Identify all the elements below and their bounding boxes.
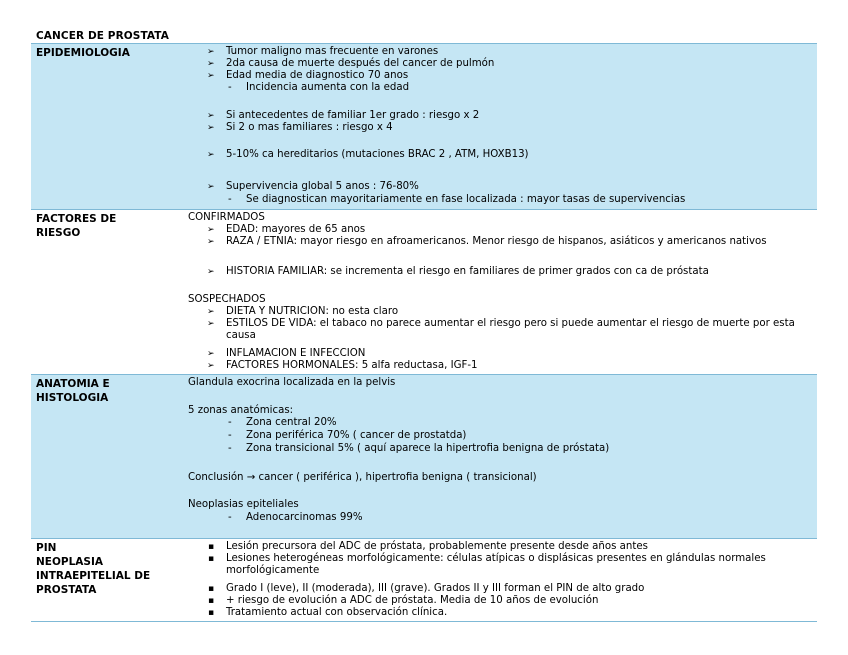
square-bullet-icon: ▪ [208,608,215,618]
table-bottom-border [31,621,817,622]
square-bullet-icon: ▪ [208,596,215,606]
list-item: Si antecedentes de familiar 1er grado : riesgo x 2 [226,110,480,121]
square-bullet-icon: ▪ [208,542,215,552]
dash-bullet-icon: - [228,443,232,454]
document-title: CANCER DE PROSTATA [36,30,169,42]
list-subitem: Zona periférica 70% ( cancer de prostatda) [246,430,467,441]
subheading: CONFIRMADOS [188,212,265,223]
section-factores-riesgo [31,209,817,375]
list-item: Tumor maligno mas frecuente en varones [226,46,439,57]
arrow-bullet-icon: ➢ [207,267,215,277]
arrow-bullet-icon: ➢ [207,319,215,329]
square-bullet-icon: ▪ [208,584,215,594]
arrow-bullet-icon: ➢ [207,59,215,69]
dash-bullet-icon: - [228,417,232,428]
section-label: FACTORES DE RIESGO [36,213,117,239]
arrow-bullet-icon: ➢ [207,150,215,160]
list-item: 5-10% ca hereditarios (mutaciones BRAC 2 , ATM, HOXB13) [226,149,529,160]
paragraph: Neoplasias epiteliales [188,499,299,510]
section-label: ANATOMIA E HISTOLOGIA [36,378,110,404]
paragraph: 5 zonas anatómicas: [188,405,294,416]
list-item: FACTORES HORMONALES: 5 alfa reductasa, IGF-1 [226,360,478,371]
list-item: + riesgo de evolución a ADC de próstata. Media de 10 años de evolución [226,595,599,606]
list-item: INFLAMACION E INFECCION [226,348,366,359]
section-anatomia-histologia [31,374,817,539]
arrow-bullet-icon: ➢ [207,123,215,133]
dash-bullet-icon: - [228,82,232,93]
list-item: RAZA / ETNIA: mayor riesgo en afroamericanos. Menor riesgo de hispanos, asiáticos y americanos nativos [226,236,767,247]
list-subitem: Zona transicional 5% ( aquí aparece la hipertrofia benigna de próstata) [246,443,610,454]
section-pin [31,538,817,622]
list-item: 2da causa de muerte después del cancer de pulmón [226,58,495,69]
arrow-bullet-icon: ➢ [207,71,215,81]
list-subitem: Incidencia aumenta con la edad [246,82,410,93]
list-item: Lesión precursora del ADC de próstata, probablemente presente desde años antes [226,541,648,552]
list-subitem: Adenocarcinomas 99% [246,512,363,523]
dash-bullet-icon: - [228,512,232,523]
arrow-bullet-icon: ➢ [207,182,215,192]
list-item: EDAD: mayores de 65 anos [226,224,366,235]
list-item: ESTILOS DE VIDA: el tabaco no parece aumentar el riesgo pero si puede aumentar el riesgo de muerte por esta causa [226,318,795,341]
list-item: Si 2 o mas familiares : riesgo x 4 [226,122,393,133]
list-item: Grado I (leve), II (moderada), III (grave). Grados II y III forman el PIN de alto grado [226,583,645,594]
list-item: DIETA Y NUTRICION: no esta claro [226,306,399,317]
paragraph: Glandula exocrina localizada en la pelvis [188,377,396,388]
dash-bullet-icon: - [228,430,232,441]
section-epidemiologia [31,43,817,210]
arrow-bullet-icon: ➢ [207,361,215,371]
square-bullet-icon: ▪ [208,554,215,564]
subheading: SOSPECHADOS [188,294,266,305]
list-subitem: Zona central 20% [246,417,337,428]
arrow-bullet-icon: ➢ [207,307,215,317]
list-item: Tratamiento actual con observación clínica. [226,607,448,618]
list-item: Edad media de diagnostico 70 anos [226,70,409,81]
list-item: HISTORIA FAMILIAR: se incrementa el riesgo en familiares de primer grados con ca de próstata [226,266,709,277]
list-subitem: Se diagnostican mayoritariamente en fase localizada : mayor tasas de supervivencias [246,194,686,205]
dash-bullet-icon: - [228,194,232,205]
paragraph: Conclusión → cancer ( periférica ), hipertrofia benigna ( transicional) [188,472,537,483]
section-label: EPIDEMIOLOGIA [36,47,130,59]
arrow-bullet-icon: ➢ [207,111,215,121]
arrow-bullet-icon: ➢ [207,225,215,235]
list-item: Lesiones heterogéneas morfológicamente: células atípicas o displásicas presentes en glándulas normales morfológicamente [226,553,766,576]
arrow-bullet-icon: ➢ [207,349,215,359]
list-item: Supervivencia global 5 anos : 76-80% [226,181,419,192]
arrow-bullet-icon: ➢ [207,47,215,57]
section-label: PIN NEOPLASIA INTRAEPITELIAL DE PROSTATA [36,542,151,596]
arrow-bullet-icon: ➢ [207,237,215,247]
